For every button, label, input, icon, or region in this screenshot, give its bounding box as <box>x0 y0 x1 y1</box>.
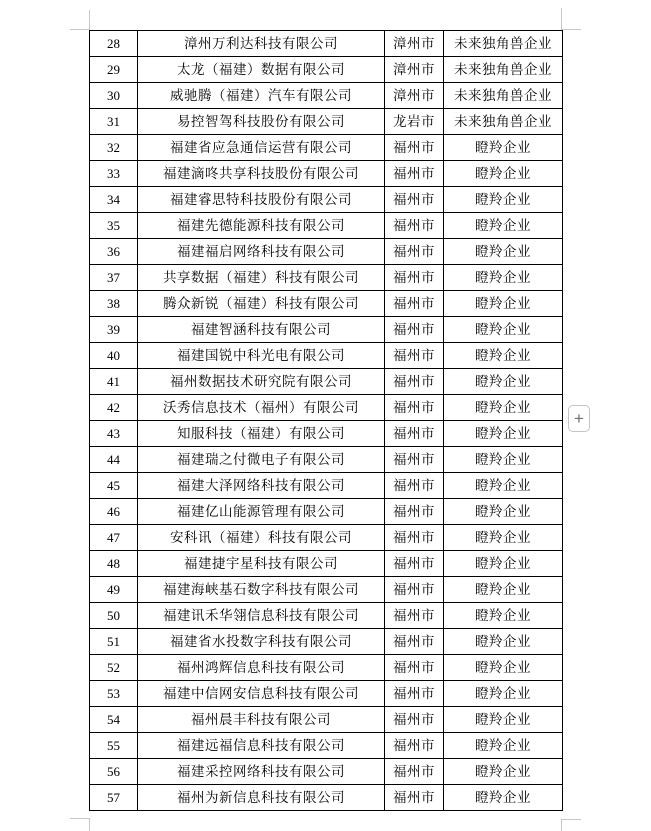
cell-city: 龙岩市 <box>385 109 444 135</box>
cell-city: 福州市 <box>385 421 444 447</box>
cell-company-name: 福建海峡基石数字科技有限公司 <box>138 577 385 603</box>
cell-city: 福州市 <box>385 681 444 707</box>
cell-city: 福州市 <box>385 265 444 291</box>
table-row <box>90 213 563 239</box>
cell-category: 瞪羚企业 <box>444 369 563 395</box>
text-boundary-mark-bottom-right-vertical <box>561 819 562 831</box>
enterprise-table <box>89 30 563 811</box>
cell-city: 福州市 <box>385 525 444 551</box>
cell-city: 福州市 <box>385 629 444 655</box>
cell-company-name: 共享数据（福建）科技有限公司 <box>138 265 385 291</box>
cell-category: 瞪羚企业 <box>444 447 563 473</box>
table-row <box>90 707 563 733</box>
cell-city: 福州市 <box>385 161 444 187</box>
cell-company-name: 福建瑞之付微电子有限公司 <box>138 447 385 473</box>
cell-category: 瞪羚企业 <box>444 317 563 343</box>
cell-city: 福州市 <box>385 759 444 785</box>
cell-company-name: 福建采控网络科技有限公司 <box>138 759 385 785</box>
table-row <box>90 291 563 317</box>
cell-row-number: 38 <box>90 291 138 317</box>
cell-category: 瞪羚企业 <box>444 551 563 577</box>
table-row <box>90 135 563 161</box>
cell-company-name: 威驰腾（福建）汽车有限公司 <box>138 83 385 109</box>
cell-row-number: 39 <box>90 317 138 343</box>
cell-company-name: 福建省应急通信运营有限公司 <box>138 135 385 161</box>
table-row <box>90 629 563 655</box>
cell-row-number: 44 <box>90 447 138 473</box>
table-row <box>90 577 563 603</box>
table-row <box>90 265 563 291</box>
cell-category: 瞪羚企业 <box>444 421 563 447</box>
cell-row-number: 47 <box>90 525 138 551</box>
table-row <box>90 83 563 109</box>
text-boundary-mark-bottom-left-horizontal <box>70 818 90 819</box>
cell-row-number: 40 <box>90 343 138 369</box>
table-row <box>90 343 563 369</box>
cell-category: 瞪羚企业 <box>444 655 563 681</box>
cell-city: 福州市 <box>385 473 444 499</box>
cell-category: 瞪羚企业 <box>444 161 563 187</box>
cell-city: 福州市 <box>385 239 444 265</box>
cell-company-name: 知服科技（福建）有限公司 <box>138 421 385 447</box>
cell-company-name: 沃秀信息技术（福州）有限公司 <box>138 395 385 421</box>
table-row <box>90 655 563 681</box>
cell-row-number: 55 <box>90 733 138 759</box>
cell-city: 福州市 <box>385 317 444 343</box>
text-boundary-mark-top-right-horizontal <box>561 29 581 30</box>
cell-city: 福州市 <box>385 577 444 603</box>
cell-category: 瞪羚企业 <box>444 707 563 733</box>
cell-company-name: 安科讯（福建）科技有限公司 <box>138 525 385 551</box>
cell-category: 瞪羚企业 <box>444 395 563 421</box>
table-row <box>90 395 563 421</box>
table-row <box>90 109 563 135</box>
cell-row-number: 46 <box>90 499 138 525</box>
cell-company-name: 腾众新锐（福建）科技有限公司 <box>138 291 385 317</box>
table-row <box>90 785 563 811</box>
cell-row-number: 45 <box>90 473 138 499</box>
cell-category: 未来独角兽企业 <box>444 109 563 135</box>
cell-city: 福州市 <box>385 655 444 681</box>
cell-city: 漳州市 <box>385 31 444 57</box>
cell-row-number: 36 <box>90 239 138 265</box>
cell-company-name: 福建福启网络科技有限公司 <box>138 239 385 265</box>
cell-company-name: 福建大泽网络科技有限公司 <box>138 473 385 499</box>
table-row <box>90 187 563 213</box>
cell-company-name: 易控智驾科技股份有限公司 <box>138 109 385 135</box>
cell-category: 瞪羚企业 <box>444 291 563 317</box>
cell-row-number: 48 <box>90 551 138 577</box>
cell-city: 福州市 <box>385 291 444 317</box>
cell-company-name: 福州晨丰科技有限公司 <box>138 707 385 733</box>
cell-row-number: 49 <box>90 577 138 603</box>
table-row <box>90 499 563 525</box>
table-row <box>90 317 563 343</box>
cell-company-name: 福建远福信息科技有限公司 <box>138 733 385 759</box>
cell-city: 福州市 <box>385 395 444 421</box>
cell-row-number: 50 <box>90 603 138 629</box>
text-boundary-mark-bottom-left-vertical <box>89 818 90 831</box>
cell-city: 福州市 <box>385 733 444 759</box>
cell-city: 福州市 <box>385 447 444 473</box>
cell-city: 福州市 <box>385 213 444 239</box>
cell-city: 福州市 <box>385 603 444 629</box>
cell-company-name: 福建滴咚共享科技股份有限公司 <box>138 161 385 187</box>
cell-category: 瞪羚企业 <box>444 681 563 707</box>
cell-company-name: 福建中信网安信息科技有限公司 <box>138 681 385 707</box>
cell-category: 瞪羚企业 <box>444 785 563 811</box>
cell-row-number: 30 <box>90 83 138 109</box>
cell-company-name: 福建先德能源科技有限公司 <box>138 213 385 239</box>
cell-category: 瞪羚企业 <box>444 213 563 239</box>
cell-row-number: 37 <box>90 265 138 291</box>
table-row <box>90 161 563 187</box>
cell-category: 未来独角兽企业 <box>444 31 563 57</box>
cell-company-name: 太龙（福建）数据有限公司 <box>138 57 385 83</box>
table-row <box>90 603 563 629</box>
cell-city: 福州市 <box>385 499 444 525</box>
cell-category: 瞪羚企业 <box>444 733 563 759</box>
cell-row-number: 42 <box>90 395 138 421</box>
table-row <box>90 447 563 473</box>
cell-category: 瞪羚企业 <box>444 343 563 369</box>
cell-row-number: 31 <box>90 109 138 135</box>
cell-row-number: 51 <box>90 629 138 655</box>
cell-row-number: 29 <box>90 57 138 83</box>
table-row <box>90 551 563 577</box>
cell-row-number: 57 <box>90 785 138 811</box>
cell-company-name: 福建国锐中科光电有限公司 <box>138 343 385 369</box>
plus-icon: + <box>574 409 584 428</box>
table-row <box>90 759 563 785</box>
cell-category: 瞪羚企业 <box>444 473 563 499</box>
cell-category: 瞪羚企业 <box>444 135 563 161</box>
cell-row-number: 52 <box>90 655 138 681</box>
table-row <box>90 31 563 57</box>
enterprise-table-body <box>90 31 563 811</box>
cell-city: 福州市 <box>385 707 444 733</box>
table-row <box>90 473 563 499</box>
cell-company-name: 福建睿思特科技股份有限公司 <box>138 187 385 213</box>
cell-company-name: 福州数据技术研究院有限公司 <box>138 369 385 395</box>
cell-row-number: 43 <box>90 421 138 447</box>
cell-city: 福州市 <box>385 785 444 811</box>
cell-company-name: 福州鸿辉信息科技有限公司 <box>138 655 385 681</box>
text-boundary-mark-bottom-right-horizontal <box>561 819 581 820</box>
text-boundary-mark-top-left-horizontal <box>70 29 90 30</box>
cell-city: 福州市 <box>385 343 444 369</box>
cell-city: 福州市 <box>385 551 444 577</box>
cell-category: 瞪羚企业 <box>444 499 563 525</box>
table-row <box>90 421 563 447</box>
text-boundary-mark-top-left-vertical <box>89 10 90 30</box>
cell-row-number: 28 <box>90 31 138 57</box>
cell-city: 福州市 <box>385 135 444 161</box>
cell-row-number: 32 <box>90 135 138 161</box>
cell-category: 未来独角兽企业 <box>444 57 563 83</box>
cell-city: 福州市 <box>385 187 444 213</box>
cell-company-name: 福建捷宇星科技有限公司 <box>138 551 385 577</box>
cell-row-number: 54 <box>90 707 138 733</box>
cell-company-name: 福建智涵科技有限公司 <box>138 317 385 343</box>
table-row <box>90 57 563 83</box>
cell-category: 瞪羚企业 <box>444 265 563 291</box>
cell-company-name: 漳州万利达科技有限公司 <box>138 31 385 57</box>
cell-category: 瞪羚企业 <box>444 577 563 603</box>
cell-row-number: 33 <box>90 161 138 187</box>
cell-row-number: 35 <box>90 213 138 239</box>
cell-city: 漳州市 <box>385 83 444 109</box>
cell-row-number: 41 <box>90 369 138 395</box>
table-row <box>90 369 563 395</box>
cell-row-number: 56 <box>90 759 138 785</box>
table-row <box>90 525 563 551</box>
cell-row-number: 34 <box>90 187 138 213</box>
cell-row-number: 53 <box>90 681 138 707</box>
cell-company-name: 福建亿山能源管理有限公司 <box>138 499 385 525</box>
table-row <box>90 733 563 759</box>
table-row <box>90 681 563 707</box>
cell-category: 未来独角兽企业 <box>444 83 563 109</box>
cell-category: 瞪羚企业 <box>444 629 563 655</box>
add-button[interactable] <box>568 405 590 432</box>
cell-city: 漳州市 <box>385 57 444 83</box>
cell-category: 瞪羚企业 <box>444 187 563 213</box>
cell-category: 瞪羚企业 <box>444 525 563 551</box>
cell-city: 福州市 <box>385 369 444 395</box>
cell-company-name: 福州为新信息科技有限公司 <box>138 785 385 811</box>
cell-company-name: 福建省水投数字科技有限公司 <box>138 629 385 655</box>
cell-company-name: 福建讯禾华翎信息科技有限公司 <box>138 603 385 629</box>
cell-category: 瞪羚企业 <box>444 759 563 785</box>
cell-category: 瞪羚企业 <box>444 603 563 629</box>
table-row <box>90 239 563 265</box>
text-boundary-mark-top-right-vertical <box>561 8 562 30</box>
cell-category: 瞪羚企业 <box>444 239 563 265</box>
